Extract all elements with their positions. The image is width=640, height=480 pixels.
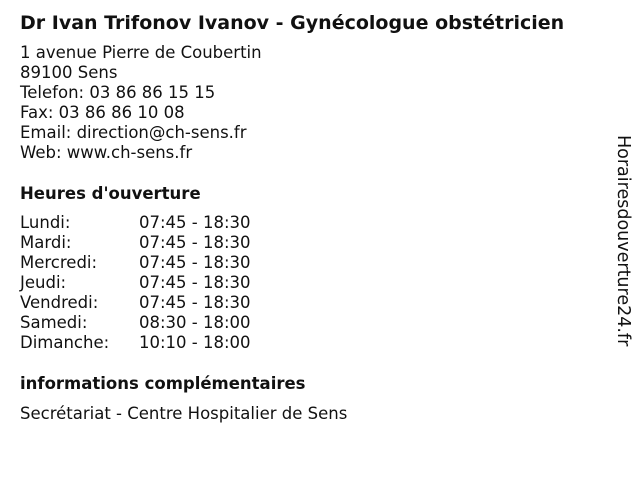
- hours-day: Dimanche:: [20, 333, 110, 352]
- address-street: 1 avenue Pierre de Coubertin: [20, 43, 262, 62]
- phone-line: Telefon: 03 86 86 15 15: [20, 83, 216, 102]
- page-title: Dr Ivan Trifonov Ivanov - Gynécologue obstétricien: [20, 12, 565, 34]
- info-text: Secrétariat - Centre Hospitalier de Sens: [20, 404, 348, 423]
- hours-table: [20, 213, 280, 353]
- hours-time: 07:45 - 18:30: [139, 293, 251, 312]
- web-line: Web: www.ch-sens.fr: [20, 143, 193, 162]
- hours-time: 07:45 - 18:30: [139, 213, 251, 232]
- hours-time: 10:10 - 18:00: [139, 333, 251, 352]
- email-line: Email: direction@ch-sens.fr: [20, 123, 247, 142]
- hours-row: [20, 233, 280, 253]
- hours-row: [20, 273, 280, 293]
- address-city: 89100 Sens: [20, 63, 118, 82]
- hours-row: [20, 213, 280, 233]
- hours-day: Mercredi:: [20, 253, 98, 272]
- hours-day: Lundi:: [20, 213, 71, 232]
- hours-heading: Heures d'ouverture: [20, 184, 201, 203]
- side-brand: Horairesdouverture24.fr: [613, 135, 633, 347]
- hours-time: 08:30 - 18:00: [139, 313, 251, 332]
- hours-day: Mardi:: [20, 233, 72, 252]
- info-heading: informations complémentaires: [20, 374, 306, 393]
- hours-row: [20, 313, 280, 333]
- hours-row: [20, 253, 280, 273]
- hours-row: [20, 293, 280, 313]
- hours-time: 07:45 - 18:30: [139, 233, 251, 252]
- hours-time: 07:45 - 18:30: [139, 253, 251, 272]
- fax-line: Fax: 03 86 86 10 08: [20, 103, 185, 122]
- hours-day: Samedi:: [20, 313, 88, 332]
- hours-day: Vendredi:: [20, 293, 99, 312]
- hours-time: 07:45 - 18:30: [139, 273, 251, 292]
- hours-day: Jeudi:: [20, 273, 67, 292]
- contact-block: [20, 43, 262, 163]
- hours-row: [20, 333, 280, 353]
